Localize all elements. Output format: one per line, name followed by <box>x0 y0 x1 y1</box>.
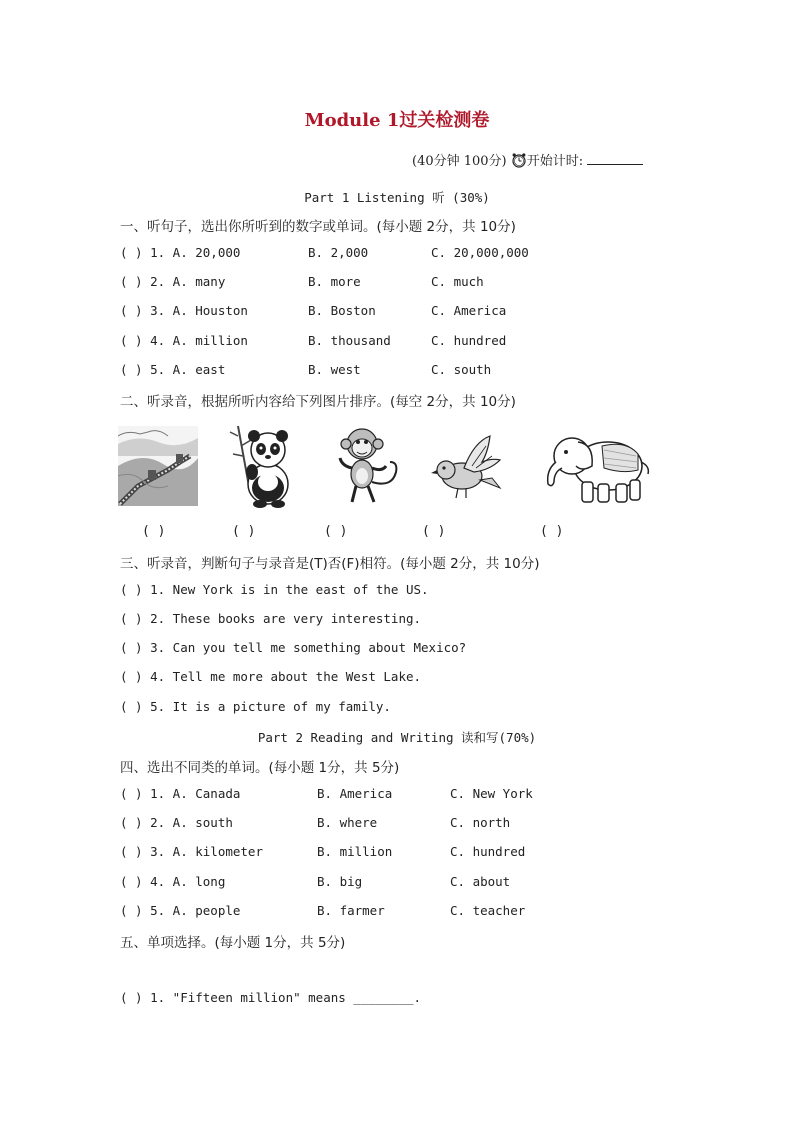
sec3-item-1: ( ) 1. New York is in the east of the US. <box>120 582 429 597</box>
sec3-item-4: ( ) 4. Tell me more about the West Lake. <box>120 669 422 684</box>
sec2-heading: 二、听录音，根据所听内容给下列图片排序。(每空 2分，共 10分) <box>120 394 516 410</box>
start-time-label: 开始计时: <box>526 154 584 169</box>
sec5-heading: 五、单项选择。(每小题 1分，共 5分) <box>120 935 346 951</box>
sec4-item-3-b: B. million <box>317 844 393 860</box>
sec1-item-4-num: ( ) 4. A. million <box>120 332 248 348</box>
elephant-picture <box>542 426 654 506</box>
sec4-item-3-num: ( ) 3. A. kilometer <box>120 844 263 860</box>
sec1-item-1-num: ( ) 1. A. 20,000 <box>120 245 241 260</box>
sec4-heading: 四、选出不同类的单词。(每小题 1分，共 5分) <box>120 760 400 776</box>
clock-icon <box>511 152 527 168</box>
picture-row <box>118 422 678 512</box>
duration-text: (40分钟 100分) <box>412 154 507 169</box>
page-title: Module 1过关检测卷 <box>304 110 490 131</box>
bird-picture <box>430 432 510 506</box>
sec1-item-5-b: B. west <box>308 361 361 377</box>
sec3-heading: 三、听录音，判断句子与录音是(T)否(F)相符。(每小题 2分，共 10分) <box>120 556 540 572</box>
answer-blank-1[interactable]: ( ) <box>142 524 166 539</box>
sec4-item-4-c: C. about <box>450 873 511 889</box>
sec1-item-3-c: C. America <box>431 303 507 319</box>
sec1-item-5-c: C. south <box>431 361 492 377</box>
sec4-item-1-b: B. America <box>317 786 393 801</box>
answer-blank-2[interactable]: ( ) <box>232 524 256 539</box>
sec4-item-1-c: C. New York <box>450 786 533 801</box>
answer-blank-5[interactable]: ( ) <box>540 524 564 539</box>
sec3-item-5: ( ) 5. It is a picture of my family. <box>120 699 391 714</box>
panda-picture <box>224 422 302 508</box>
sec1-item-2-c: C. much <box>431 274 484 290</box>
part1-heading: Part 1 Listening 听 (30%) <box>304 190 490 205</box>
sec1-item-4-b: B. thousand <box>308 332 391 348</box>
start-time-blank[interactable] <box>587 152 643 165</box>
sec1-item-1-c: C. 20,000,000 <box>431 245 529 260</box>
answer-blank-3[interactable]: ( ) <box>324 524 348 539</box>
sec4-item-4-num: ( ) 4. A. long <box>120 873 226 889</box>
sec4-item-2-b: B. where <box>317 815 378 831</box>
sec1-item-5-num: ( ) 5. A. east <box>120 361 226 377</box>
sec1-heading: 一、听句子，选出你所听到的数字或单词。(每小题 2分，共 10分) <box>120 219 516 235</box>
sec1-item-3-num: ( ) 3. A. Houston <box>120 303 248 319</box>
sec4-item-5-num: ( ) 5. A. people <box>120 902 241 918</box>
sec3-item-3: ( ) 3. Can you tell me something about Mexico? <box>120 640 467 655</box>
sec1-item-3-b: B. Boston <box>308 303 376 319</box>
exam-meta <box>412 150 643 169</box>
sec4-item-5-c: C. teacher <box>450 902 526 918</box>
sec4-item-3-c: C. hundred <box>450 844 526 860</box>
sec1-item-1-b: B. 2,000 <box>308 245 369 260</box>
sec1-item-4-c: C. hundred <box>431 332 507 348</box>
monkey-picture <box>330 422 404 508</box>
sec3-item-2: ( ) 2. These books are very interesting. <box>120 611 422 626</box>
sec1-item-2-num: ( ) 2. A. many <box>120 274 226 290</box>
sec5-item-1: ( ) 1. "Fifteen million" means ________. <box>120 990 422 1005</box>
answer-blank-4[interactable]: ( ) <box>422 524 446 539</box>
sec4-item-5-b: B. farmer <box>317 902 385 918</box>
sec1-item-2-b: B. more <box>308 274 361 290</box>
sec4-item-4-b: B. big <box>317 873 363 889</box>
great-wall-picture <box>118 426 198 506</box>
sec4-item-2-c: C. north <box>450 815 511 831</box>
part2-heading: Part 2 Reading and Writing 读和写(70%) <box>257 730 537 745</box>
sec4-item-1-num: ( ) 1. A. Canada <box>120 786 241 801</box>
sec4-item-2-num: ( ) 2. A. south <box>120 815 233 831</box>
